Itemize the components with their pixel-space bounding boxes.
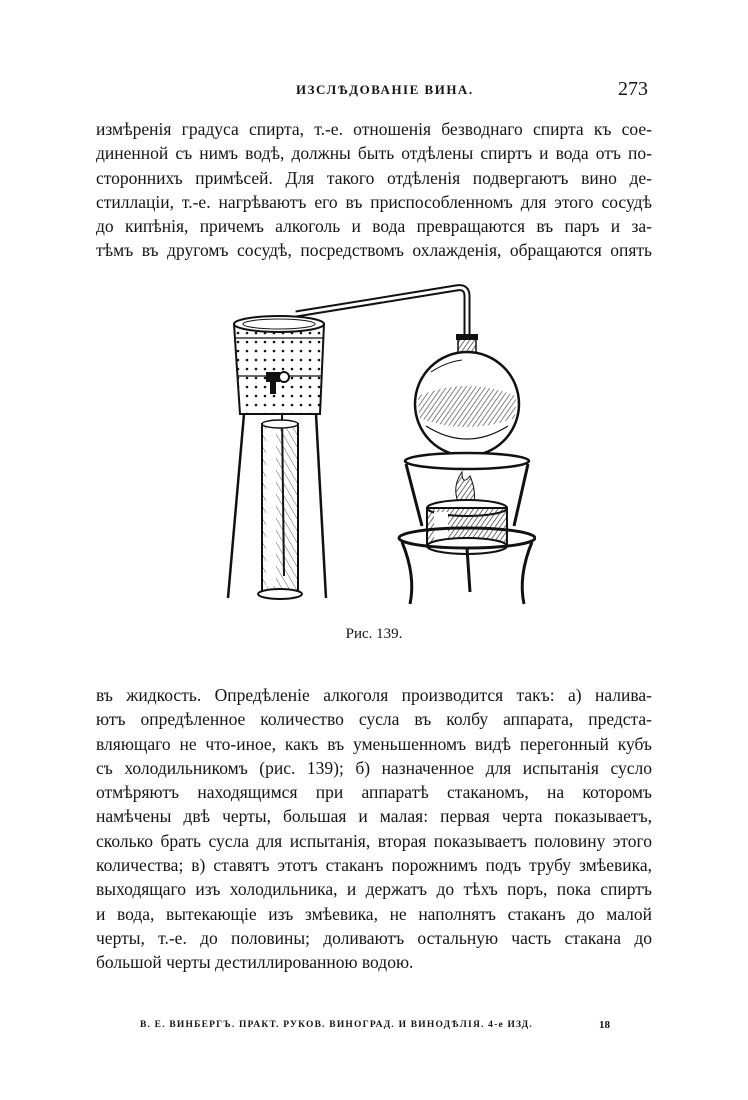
text-line: стиллаціи, т.-е. нагрѣваютъ его въ приспособленномъ для этого сосудѣ [96, 191, 652, 212]
text-line: стороннихъ примѣсей. Для такого отдѣленія подвергаютъ вино де- [96, 167, 652, 188]
running-head [96, 80, 648, 102]
text-line: до кипѣнія, причемъ алкоголь и вода превращаются въ паръ и за- [96, 216, 652, 237]
text-line: ютъ опредѣленное количество сусла въ колбу аппарата, предста- [96, 709, 652, 730]
text-line: количества; в) ставятъ этотъ стаканъ порожнимъ подъ трубу змѣевика, [96, 855, 652, 876]
text-line: и вода, вытекающіе изъ змѣевика, не наполнятъ стаканъ до малой [96, 903, 652, 924]
text-line: сколько брать сусла для испытанія, вторая показываетъ половину этого [96, 830, 652, 851]
text-line: намѣчены двѣ черты, большая и малая: первая черта показываетъ, [96, 806, 652, 827]
text-line: черты, т.-е. до половины; доливаютъ остальную часть стакана до [96, 927, 652, 948]
paragraph-top [96, 117, 652, 263]
text-line: большой черты дестиллированною водою. [96, 952, 414, 973]
text-line: вляющаго не что-иное, какъ въ уменьшенномъ видѣ перегонный кубъ [96, 733, 652, 754]
text-line: отмѣряютъ находящимся при аппаратѣ стаканомъ, на которомъ [96, 782, 652, 803]
text-line: диненной съ нимъ водѣ, должны быть отдѣлены спиртъ и вода отъ по- [96, 143, 652, 164]
page-number: 273 [618, 78, 648, 100]
sheet-number: 18 [599, 1019, 610, 1031]
text-line: съ холодильникомъ (рис. 139); б) назначенное для испытанія сусло [96, 757, 652, 778]
distillation-apparatus-illustration [226, 276, 536, 616]
figure-caption: Рис. 139. [345, 626, 403, 642]
text-line: тѣмъ въ другомъ сосудѣ, посредствомъ охлажденія, обращаются опять [96, 240, 652, 261]
text-line: въ жидкость. Опредѣленіе алкоголя производится такъ: а) налива- [96, 685, 652, 705]
page-footer [140, 1020, 610, 1036]
footer-signature: В. Е. ВИНБЕРГЪ. ПРАКТ. РУКОВ. ВИНОГРАД. И ВИНОДѢЛІЯ. 4-е ИЗД. [140, 1020, 533, 1030]
text-line: измѣренія градуса спирта, т.-е. отношенія безводнаго спирта къ сое- [96, 119, 652, 139]
running-title: ИЗСЛѢДОВАНІЕ ВИНА. [296, 82, 474, 97]
paragraph-bottom [96, 683, 652, 975]
text-line: выходящаго изъ холодильника, и держатъ до тѣхъ поръ, пока спиртъ [96, 879, 652, 900]
